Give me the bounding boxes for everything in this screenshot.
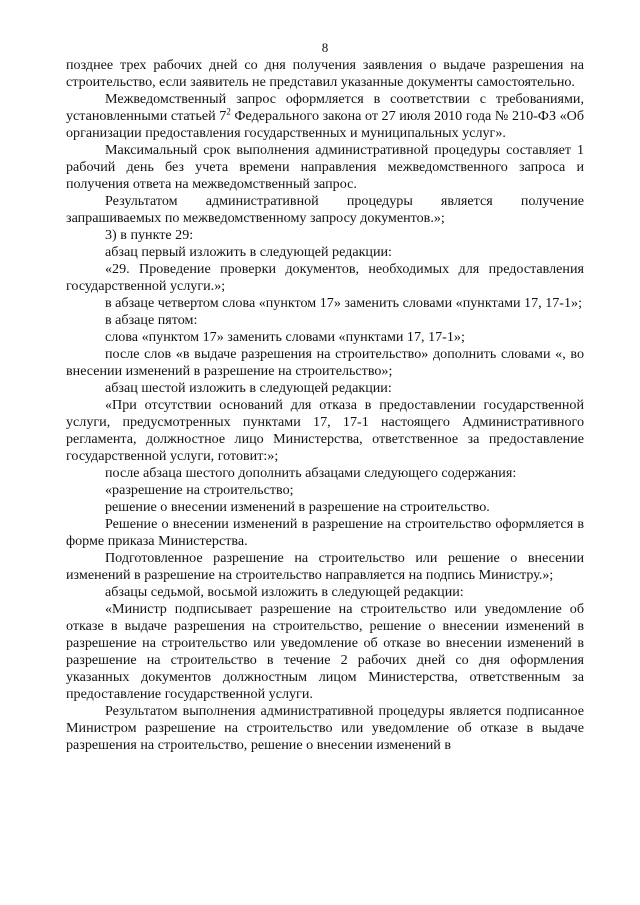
document-paragraph: Подготовленное разрешение на строительство или решение о внесении изменений в разрешение на строительство направляется на подпись Министру.»; — [66, 550, 584, 583]
paragraph-text: Федерального закона от 27 июля 2010 года № 210-ФЗ «Об организации предоставления государственных и муниципальных услуг». — [66, 108, 584, 141]
document-body — [66, 57, 584, 754]
document-paragraph: позднее трех рабочих дней со дня получения заявления о выдаче разрешения на строительство, если заявитель не представил указанные документы самостоятельно. — [66, 57, 584, 90]
document-paragraph: 3) в пункте 29: — [105, 227, 194, 243]
superscript: 2 — [226, 106, 231, 117]
paragraph-text: Межведомственный запрос оформляется в соответствии с требованиями, установленными статьей 7 — [66, 91, 584, 124]
document-paragraph: «При отсутствии оснований для отказа в предоставлении государственной услуги, предусмотренных пунктами 17, 17-1 настоящего Административного регламента, должностное лицо Министерства, ответственное за предоставление государственной услуги, готовит:»; — [66, 397, 584, 464]
document-paragraph: Решение о внесении изменений в разрешение на строительство оформляется в форме приказа Министерства. — [66, 516, 584, 549]
document-paragraph: в абзаце четвертом слова «пунктом 17» заменить словами «пунктами 17, 17-1»; — [105, 295, 582, 311]
document-paragraph: «разрешение на строительство; — [105, 482, 294, 498]
document-paragraph: слова «пунктом 17» заменить словами «пунктами 17, 17-1»; — [105, 329, 465, 345]
document-paragraph: абзац первый изложить в следующей редакции: — [105, 244, 392, 260]
document-paragraph: в абзаце пятом: — [105, 312, 198, 328]
document-paragraph: абзацы седьмой, восьмой изложить в следующей редакции: — [105, 584, 464, 600]
document-paragraph: Результатом административной процедуры является получение запрашиваемых по межведомственному запросу документов.»; — [66, 193, 584, 226]
document-paragraph: Результатом выполнения административной процедуры является подписанное Министром разрешение на строительство или уведомление об отказе в выдаче разрешения на строительство, решение о внесении изменений в — [66, 703, 584, 753]
document-paragraph: абзац шестой изложить в следующей редакции: — [105, 380, 392, 396]
document-paragraph — [66, 91, 584, 142]
document-paragraph: Максимальный срок выполнения административной процедуры составляет 1 рабочий день без учета времени направления межведомственного запроса и получения ответа на межведомственный запрос. — [66, 142, 584, 192]
document-paragraph: после слов «в выдаче разрешения на строительство» дополнить словами «, во внесении изменений в разрешение на строительство»; — [66, 346, 584, 379]
document-paragraph: «29. Проведение проверки документов, необходимых для предоставления государственной услуги.»; — [66, 261, 584, 294]
document-paragraph: «Министр подписывает разрешение на строительство или уведомление об отказе в выдаче разрешения на строительство, решение о внесении изменений в разрешение на строительство или уведомление об отказе во внесении изменений в разрешение на строительство в течение 2 рабочих дней со дня оформления указанных документов должностным лицом Министерства, ответственным за предоставление государственной услуги. — [66, 601, 584, 702]
page-number: 8 — [321, 40, 329, 55]
document-paragraph: после абзаца шестого дополнить абзацами следующего содержания: — [105, 465, 517, 481]
document-paragraph: решение о внесении изменений в разрешение на строительство. — [105, 499, 490, 515]
document-page — [66, 0, 584, 905]
